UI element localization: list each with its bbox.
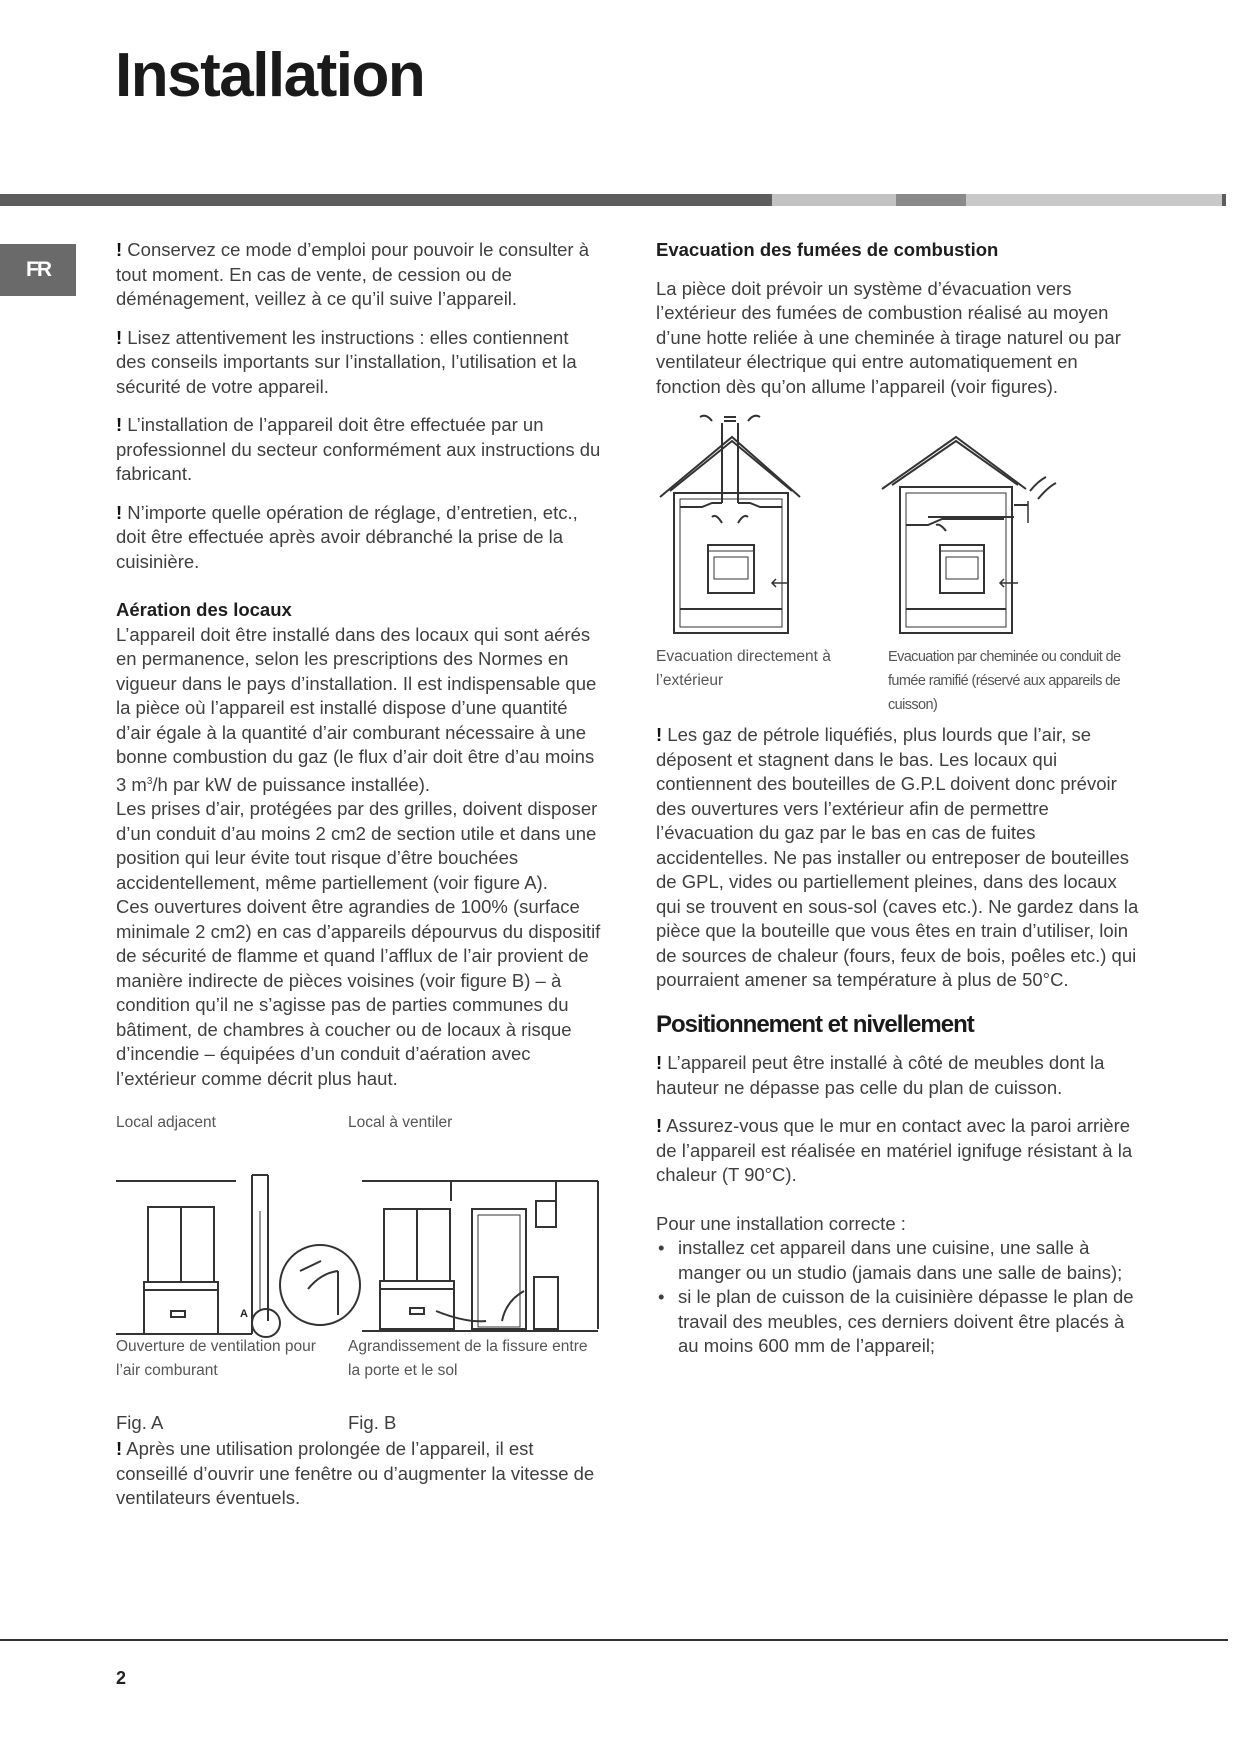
paragraph-text: N’importe quelle opération de réglage, d’entretien, etc., doit être effectuée après avoir débranché la prise de la cuisinière. [116, 501, 578, 572]
left-column [116, 238, 602, 1525]
paragraph-unplug [116, 501, 602, 575]
section-heading-aeration: Aération des locaux [116, 599, 292, 620]
section-heading-evacuation: Evacuation des fumées de combustion [656, 239, 999, 260]
paragraph-ventilate-after-use [116, 1437, 602, 1511]
figure-ventilation [116, 1111, 602, 1391]
language-tab: FR [0, 244, 76, 296]
aeration-paragraph-1 [116, 623, 602, 798]
superscript: 3 [146, 775, 153, 787]
caption-fig-a: Ouverture de ventilation pour l’air comburant [116, 1338, 316, 1380]
caption-chimney-evacuation: Evacuation par cheminée ou conduit de fumée ramifié (réservé aux appareils de cuisson) [888, 649, 1121, 713]
list-item: • installez cet appareil dans une cuisine, une salle à manger ou un studio (jamais dans une salle de bains); [656, 1236, 1141, 1285]
list-item: • si le plan de cuisson de la cuisinière dépasse le plan de travail des meubles, ces derniers doivent être placés à au moins 600 mm de l’appareil; [656, 1285, 1141, 1359]
bar-segment-light-2 [966, 194, 1222, 206]
figure-labels-row [116, 1411, 602, 1437]
fig-b-label: Fig. B [348, 1412, 397, 1434]
paragraph-text: Les gaz de pétrole liquéfiés, plus lourds que l’air, se déposent et stagnent dans le bas. Les locaux qui contiennent des bouteilles de G.P.L doivent donc prévoir des ouvertures vers l’extérieur afin de permettre l’évacuation du gaz par le bas en cas de fuites accidentelles. Ne pas installer ou entreposer de bouteilles de GPL, vides ou partiellement pleines, dans des locaux qui se trouvent en sous-sol (caves etc.). Ne gardez dans la pièce que la bouteille que vous êtes en train d’utiliser, loin de sources de chaleur (fours, feux de bois, poêles etc.) qui pourraient amener sa température à plus de 50°C. [656, 724, 1139, 990]
page-title: Installation [115, 41, 425, 110]
page-number: 2 [116, 1668, 127, 1688]
evacuation-diagram [656, 413, 1126, 643]
figure-label-adjacent: Local adjacent [116, 1114, 216, 1132]
paragraph-furniture-height [656, 1051, 1141, 1100]
warning-mark: ! [116, 326, 123, 348]
aeration-paragraph-3: Ces ouvertures doivent être agrandies de 100% (surface minimale 2 cm2) en cas d’appareils dépourvus du dispositif de sécurité de flamme et quand l’afflux de l’air provient de manière indirecte de pièces voisines (voir figure B) – à condition qu’il ne s’agisse pas de parties communes du bâtiment, de chambres à coucher ou de locaux à risque d’incendie – équipées d’un conduit d’aération avec l’extérieur comme décrit plus haut. [116, 896, 601, 1089]
warning-mark: ! [656, 1115, 663, 1136]
bar-segment-dark [0, 194, 772, 206]
paragraph-professional-install [116, 413, 602, 487]
figure-label-ventilate: Local à ventiler [348, 1114, 453, 1132]
figure-marker-a: A [240, 1308, 248, 1321]
paragraph-text: Conservez ce mode d’emploi pour pouvoir le consulter à tout moment. En cas de vente, de cession ou de déménagement, veillez à ce qu’il suive l’appareil. [116, 239, 590, 309]
paragraph-text: L’installation de l’appareil doit être effectuée par un professionnel du secteur conformément aux instructions du fabricant. [116, 414, 601, 484]
paragraph-read-instructions [116, 326, 602, 400]
aeration-paragraph-2: Les prises d’air, protégées par des grilles, doivent disposer d’un conduit d’au moins 2 cm2 de section utile et dans une position qui leur évite tout risque d’être bouchées accidentellement, même partiellement (voir figure A). [116, 798, 598, 893]
warning-mark: ! [656, 724, 663, 745]
section-heading-positioning: Positionnement et nivellement [656, 1010, 974, 1038]
warning-mark: ! [116, 239, 123, 260]
ventilation-diagram [116, 1151, 602, 1341]
paragraph-text: Lisez attentivement les instructions : elles contiennent des conseils importants sur l’installation, l’utilisation et la sécurité de votre appareil. [116, 326, 577, 397]
caption-direct-evacuation: Evacuation directement à l’extérieur [656, 648, 831, 689]
bar-segment-mid [896, 194, 966, 206]
footer-rule [0, 1639, 1228, 1641]
fig-a-label: Fig. A [116, 1412, 164, 1434]
right-column [656, 238, 1141, 1359]
warning-mark: ! [116, 1438, 123, 1460]
header-color-bar [0, 194, 1226, 206]
bar-segment-end [1222, 194, 1226, 206]
warning-mark: ! [116, 501, 123, 523]
paragraph-evacuation: La pièce doit prévoir un système d’évacuation vers l’extérieur des fumées de combustion réalisé au moyen d’une hotte reliée à une cheminée à tirage naturel ou par ventilateur électrique qui entre automatiquement en fonction dès qu’on allume l’appareil (voir figures). [656, 277, 1121, 397]
paragraph-text: Assurez-vous que le mur en contact avec la paroi arrière de l’appareil est réalisée en matériel ignifuge résistant à la chaleur (T 90°C). [656, 1115, 1133, 1185]
evacuation-captions [656, 645, 1141, 715]
paragraph-text: /h par kW de puissance installée). [152, 773, 431, 795]
paragraph-text: L’appareil doit être installé dans des locaux qui sont aérés en permanence, selon les prescriptions des Normes en vigueur dans le pays d’installation. Il est indispensable que la pièce où l’appareil est installé dispose d’une quantité d’air égale à la quantité d’air comburant nécessaire à une bonne combustion du gaz (le flux d’air doit être d’au moins 3 m [116, 623, 597, 795]
paragraph-text: L’appareil peut être installé à côté de meubles dont la hauteur ne dépasse pas celle du plan de cuisson. [656, 1052, 1105, 1098]
caption-fig-b: Agrandissement de la fissure entre la porte et le sol [348, 1338, 588, 1380]
paragraph-gpl [656, 723, 1141, 993]
warning-mark: ! [116, 414, 123, 435]
install-bullet-list [656, 1236, 1141, 1359]
paragraph-fireproof-wall [656, 1114, 1141, 1188]
bar-segment-light [772, 194, 896, 206]
paragraph-keep-manual [116, 238, 602, 312]
paragraph-text: Après une utilisation prolongée de l’appareil, il est conseillé d’ouvrir une fenêtre ou d’augmenter la vitesse de ventilateurs éventuels. [116, 1438, 595, 1509]
warning-mark: ! [656, 1052, 663, 1073]
install-intro: Pour une installation correcte : [656, 1212, 906, 1234]
